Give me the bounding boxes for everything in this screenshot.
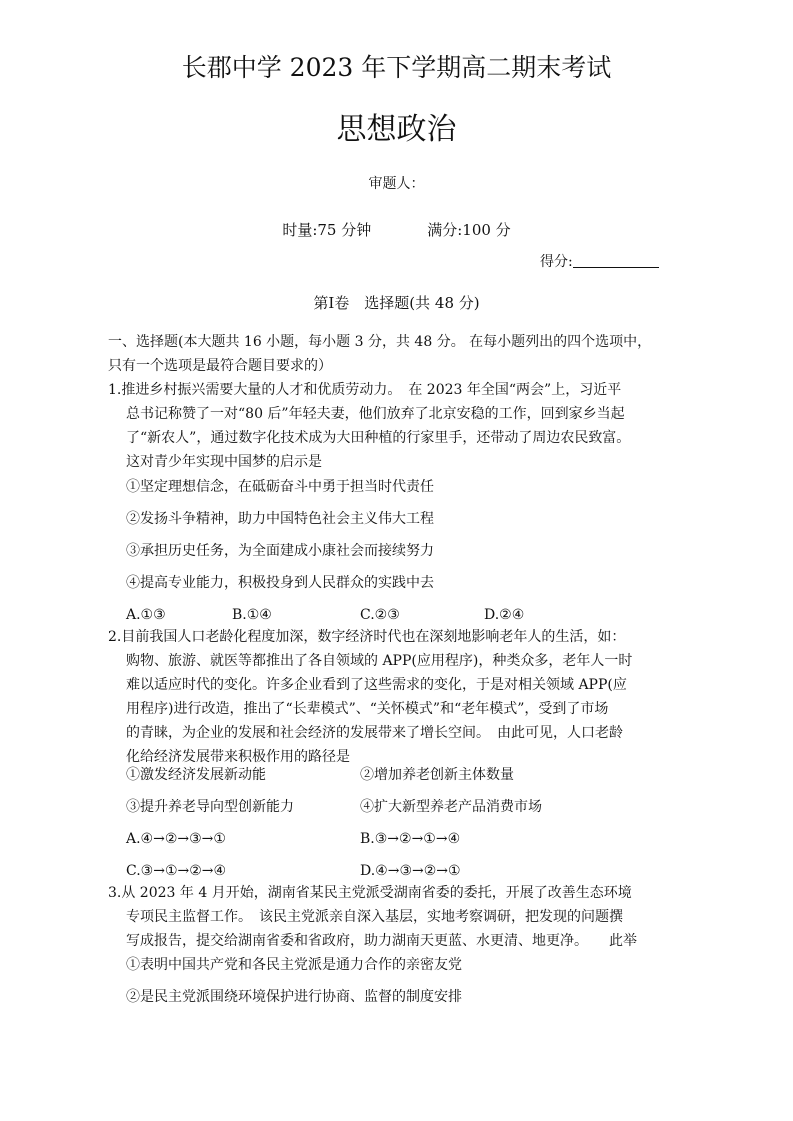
question-2-statement: ②增加养老创新主体数量 (360, 767, 514, 783)
question-2-statement: ①激发经济发展新动能 (126, 767, 266, 783)
full-score: 满分:100 分 (427, 221, 511, 239)
score-label: 得分: (540, 254, 573, 270)
exam-meta (0, 220, 793, 240)
exam-title: 长郡中学 2023 年下学期高二期末考试 (181, 53, 612, 82)
question-2-option-d[interactable]: D.④→③→②→① (360, 863, 461, 879)
question-2-statement: ③提升养老导向型创新能力 (126, 799, 294, 815)
question-2-stem: 用程序)进行改造，推出了“长辈模式”、“关怀模式”和“老年模式”，受到了市场 (126, 701, 609, 717)
question-1-stem: 1.推进乡村振兴需要大量的人才和优质劳动力。 在 2023 年全国“两会”上，习近平 (108, 382, 622, 398)
question-2-stem: 购物、旅游、就医等都推出了各自领域的 APP(应用程序)，种类众多，老年人一时 (126, 653, 633, 669)
question-1-statement: ③承担历史任务，为全面建成小康社会而接续努力 (126, 543, 434, 559)
question-1-option-d[interactable]: D.②④ (484, 607, 525, 623)
question-1-option-c[interactable]: C.②③ (360, 607, 400, 623)
time-limit: 时量:75 分钟 (282, 221, 372, 239)
question-1-statement: ②发扬斗争精神，助力中国特色社会主义伟大工程 (126, 511, 434, 527)
question-2-stem: 化给经济发展带来积极作用的路径是 (126, 749, 350, 765)
question-1-statement: ④提高专业能力，积极投身到人民群众的实践中去 (126, 575, 434, 591)
question-2-option-b[interactable]: B.③→②→①→④ (360, 831, 461, 847)
score-field[interactable] (540, 252, 659, 272)
question-3-stem: 专项民主监督工作。 该民主党派亲自深入基层，实地考察调研，把发现的问题撰 (126, 909, 623, 925)
section-title: 第Ⅰ卷 选择题(共 48 分) (313, 294, 480, 312)
question-2-stem: 的青睐，为企业的发展和社会经济的发展带来了增长空间。 由此可见，人口老龄 (126, 725, 623, 741)
question-2-stem: 2.目前我国人口老龄化程度加深，数字经济时代也在深刻地影响老年人的生活，如： (108, 629, 626, 645)
question-3-stem: 写成报告，提交给湖南省委和省政府，助力湖南天更蓝、水更清、地更净。 此举 (126, 933, 637, 949)
question-3-statement: ②是民主党派围绕环境保护进行协商、监督的制度安排 (126, 989, 462, 1005)
question-2-stem: 难以适应时代的变化。许多企业看到了这些需求的变化，于是对相关领域 APP(应 (126, 677, 627, 693)
question-2-statement: ④扩大新型养老产品消费市场 (360, 799, 542, 815)
question-2-option-a[interactable]: A.④→②→③→① (126, 831, 226, 847)
question-1-stem: 了“新农人”，通过数字化技术成为大田种植的行家里手，还带动了周边农民致富。 (126, 430, 631, 446)
question-1-option-a[interactable]: A.①③ (126, 607, 166, 623)
question-1-statement: ①坚定理想信念，在砥砺奋斗中勇于担当时代责任 (126, 479, 434, 495)
question-1-stem: 总书记称赞了一对“80 后”年轻夫妻，他们放弃了北京安稳的工作，回到家乡当起 (126, 406, 625, 422)
subject-title: 思想政治 (336, 112, 457, 147)
question-1-option-b[interactable]: B.①④ (232, 607, 272, 623)
question-3-stem: 3.从 2023 年 4 月开始，湖南省某民主党派受湖南省委的委托，开展了改善生态环境 (108, 885, 632, 901)
section-instructions: 只有一个选项是最符合题目要求的） (108, 358, 332, 374)
score-blank[interactable] (573, 253, 659, 268)
question-3-statement: ①表明中国共产党和各民主党派是通力合作的亲密友党 (126, 957, 462, 973)
section-instructions: 一、选择题(本大题共 16 小题，每小题 3 分，共 48 分。 在每小题列出的四个选项中， (108, 334, 652, 350)
question-1-stem: 这对青少年实现中国梦的启示是 (126, 454, 322, 470)
question-2-option-c[interactable]: C.③→①→②→④ (126, 863, 227, 879)
reviewer-label: 审题人： (368, 176, 425, 192)
